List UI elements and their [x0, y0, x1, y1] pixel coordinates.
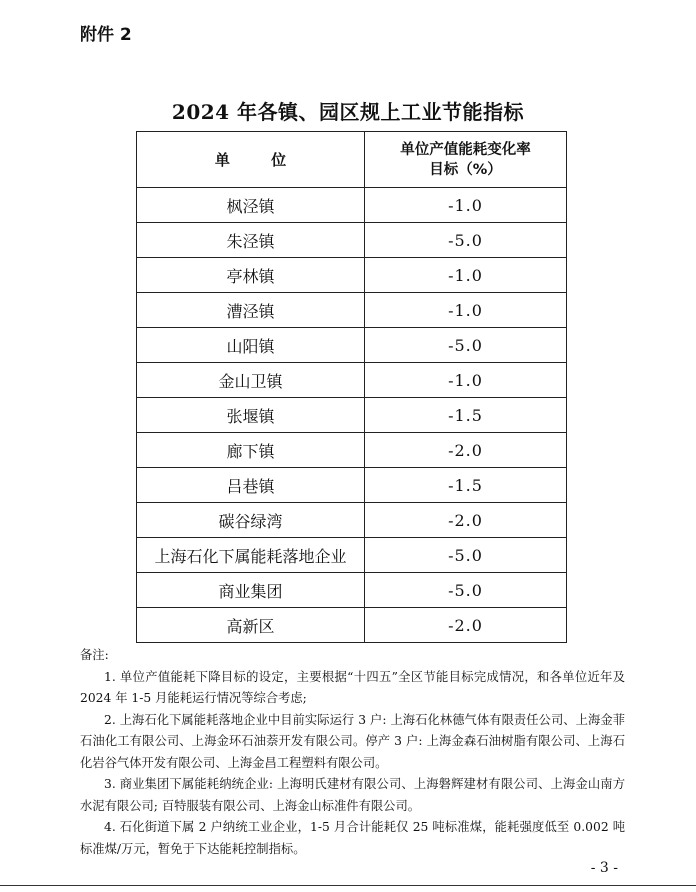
page-number: - 3 -	[590, 860, 618, 876]
target-value-cell: -1.0	[365, 363, 567, 398]
target-value-cell: -1.5	[365, 398, 567, 433]
unit-cell: 枫泾镇	[137, 188, 365, 223]
unit-cell: 金山卫镇	[137, 363, 365, 398]
targets-table	[136, 131, 567, 643]
table-row	[137, 363, 567, 398]
header-unit: 单 位	[137, 132, 365, 188]
notes-heading: 备注:	[80, 648, 109, 662]
unit-cell: 廊下镇	[137, 433, 365, 468]
table-row	[137, 223, 567, 258]
notes-section	[80, 645, 625, 860]
page-title: 2024 年各镇、园区规上工业节能指标	[171, 100, 525, 124]
note-item-1: 1. 单位产值能耗下降目标的设定，主要根据“十四五”全区节能目标完成情况，和各单位近年及 2024 年 1-5 月能耗运行情况等综合考虑;	[80, 669, 625, 705]
page-bottom-rule	[0, 885, 696, 886]
unit-cell: 漕泾镇	[137, 293, 365, 328]
target-value-cell: -5.0	[365, 538, 567, 573]
target-value-cell: -2.0	[365, 503, 567, 538]
table-header-row	[137, 132, 567, 188]
unit-cell: 高新区	[137, 608, 365, 643]
table-row	[137, 433, 567, 468]
note-item-3: 3. 商业集团下属能耗纳统企业: 上海明氏建材有限公司、上海磐辉建材有限公司、上海金山南方水泥有限公司; 百特服装有限公司、上海金山标准件有限公司。	[80, 777, 625, 813]
table-row	[137, 608, 567, 643]
target-value-cell: -1.0	[365, 188, 567, 223]
target-value-cell: -5.0	[365, 328, 567, 363]
note-item-2: 2. 上海石化下属能耗落地企业中目前实际运行 3 户: 上海石化林德气体有限责任公司、上海金菲石油化工有限公司、上海金环石油萘开发有限公司。停产 3 户: 上海金森石油树脂有限公司、上海石化岩谷气体开发有限公司、上海金昌工程塑料有限公司。	[80, 712, 625, 770]
attachment-label: 附件 2	[80, 25, 132, 45]
target-value-cell: -1.5	[365, 468, 567, 503]
header-target-text	[400, 142, 531, 178]
header-target-line: 目标（%）	[429, 161, 502, 178]
unit-cell: 吕巷镇	[137, 468, 365, 503]
target-value-cell: -2.0	[365, 608, 567, 643]
target-value-cell: -5.0	[365, 573, 567, 608]
table-row	[137, 328, 567, 363]
unit-cell: 山阳镇	[137, 328, 365, 363]
target-value-cell: -2.0	[365, 433, 567, 468]
unit-cell: 亭林镇	[137, 258, 365, 293]
table-row	[137, 398, 567, 433]
unit-cell: 张堰镇	[137, 398, 365, 433]
unit-cell: 朱泾镇	[137, 223, 365, 258]
note-item-4: 4. 石化街道下属 2 户纳统工业企业，1-5 月合计能耗仅 25 吨标准煤，能耗强度低至 0.002 吨标准煤/万元，暂免于下达能耗控制指标。	[80, 820, 625, 856]
table-row	[137, 293, 567, 328]
unit-cell: 上海石化下属能耗落地企业	[137, 538, 365, 573]
unit-cell: 商业集团	[137, 573, 365, 608]
target-value-cell: -1.0	[365, 293, 567, 328]
table-row	[137, 538, 567, 573]
table-body	[137, 188, 567, 643]
unit-cell: 碳谷绿湾	[137, 503, 365, 538]
table-row	[137, 468, 567, 503]
target-value-cell: -5.0	[365, 223, 567, 258]
table-row	[137, 573, 567, 608]
table-row	[137, 503, 567, 538]
header-target-line: 单位产值能耗变化率	[400, 141, 531, 158]
table-row	[137, 188, 567, 223]
table-row	[137, 258, 567, 293]
header-target	[365, 132, 567, 188]
target-value-cell: -1.0	[365, 258, 567, 293]
